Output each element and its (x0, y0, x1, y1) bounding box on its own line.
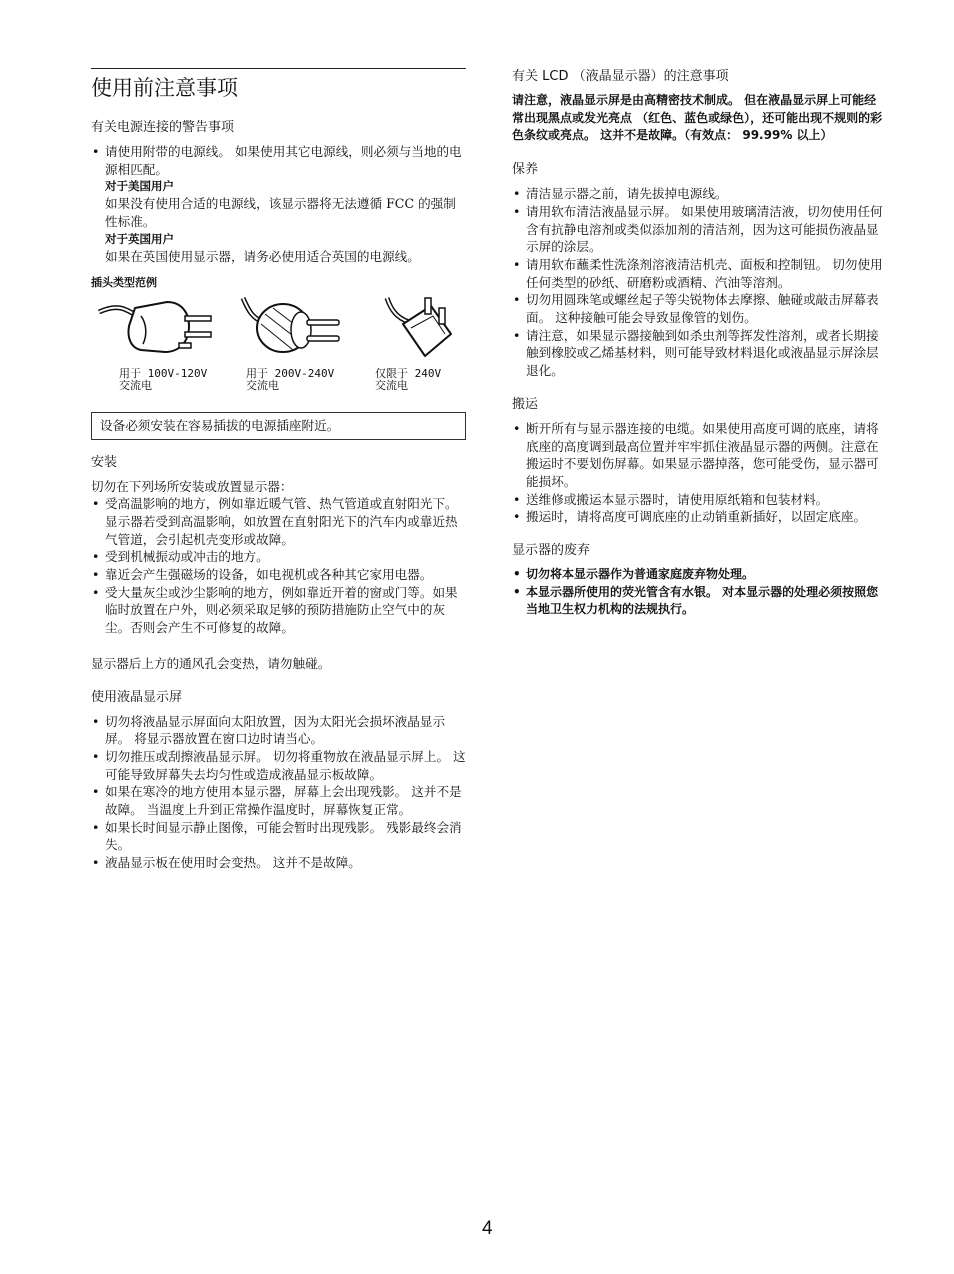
us-user-label: 对于美国用户 (105, 179, 174, 194)
outlet-note-box: 设备必须安装在容易插拔的电源插座附近。 (91, 412, 466, 440)
power-warning-list (91, 143, 466, 178)
page-number: 4 (482, 1218, 493, 1239)
list-item: • 请用软布清洁液晶显示屏。 如果使用玻璃清洁液，切勿使用任何含有抗静电溶剂或类似添加剂的清洁剂，因为这可能损伤液晶显示屏的涂层。 (512, 203, 888, 256)
maintenance-list (512, 185, 888, 380)
list-item: • 请注意，如果显示器接触到如杀虫剂等挥发性溶剂，或者长期接触到橡胶或乙烯基材料，则可能导致材料退化或液晶显示屏涂层退化。 (512, 327, 888, 380)
list-item: • 受到机械振动或冲击的地方。 (91, 548, 466, 566)
list-item: • 受高温影响的地方，例如靠近暖气管、热气管道或直射阳光下。 显示器若受到高温影响，如放置在直射阳光下的汽车内或靠近热气管道，会引起机壳变形或故障。 (91, 495, 466, 548)
plug-examples-label: 插头类型范例 (91, 275, 157, 289)
us-plug-icon (97, 294, 217, 364)
us-user-text: 如果没有使用合适的电源线，该显示器将无法遵循 FCC 的强制性标准。 (105, 196, 456, 230)
list-item: • 切勿推压或刮擦液晶显示屏。 切勿将重物放在液晶显示屏上。 这可能导致屏幕失去均匀性或造成液晶显示板故障。 (91, 748, 466, 783)
uk-user-text: 如果在英国使用显示器，请务必使用适合英国的电源线。 (105, 248, 420, 264)
page-title: 使用前注意事项 (91, 76, 238, 100)
list-item: • 本显示器所使用的荧光管含有水银。 对本显示器的处理必须按照您当地卫生权力机构的法规执行。 (512, 584, 888, 619)
plug-caption: 仅限于 240V 交流电 (375, 366, 442, 393)
maintenance-heading: 保养 (512, 162, 539, 178)
disposal-heading: 显示器的废弃 (512, 543, 591, 559)
uk-user-label: 对于英国用户 (105, 231, 174, 246)
left-column (91, 68, 466, 872)
transport-list (512, 420, 888, 526)
title-rule (91, 68, 466, 69)
plug-caption: 用于 200V-240V 交流电 (246, 366, 335, 393)
list-item: • 切勿将本显示器作为普通家庭废弃物处理。 (512, 566, 888, 584)
installation-heading: 安装 (91, 454, 118, 470)
list-item: • 请用软布蘸柔性洗涤剂溶液清洁机壳、面板和控制钮。 切勿使用任何类型的砂纸、研磨粉或酒精、汽油等溶剂。 (512, 256, 888, 291)
lcd-note-heading: 有关 LCD （液晶显示器）的注意事项 (512, 69, 729, 84)
list-item: • 请使用附带的电源线。 如果使用其它电源线，则必须与当地的电源相匹配。 (91, 143, 466, 178)
list-item: • 搬运时，请将高度可调底座的止动销重新插好，以固定底座。 (512, 508, 888, 526)
list-item: • 液晶显示板在使用时会变热。 这并不是故障。 (91, 854, 466, 872)
lcd-use-list (91, 713, 466, 872)
list-item: • 如果长时间显示静止图像，可能会暂时出现残影。 残影最终会消失。 (91, 819, 466, 854)
plug-examples-figure (91, 294, 466, 393)
list-item: • 送维修或搬运本显示器时，请使用原纸箱和包装材料。 (512, 491, 888, 509)
disposal-block (512, 566, 888, 619)
power-warning-heading: 有关电源连接的警告事项 (91, 120, 235, 135)
lcd-note-text: 请注意，液晶显示屏是由高精密技术制成。 但在液晶显示屏上可能经常出现黑点或发光亮点 （红色、蓝色或绿色），还可能出现不规则的彩色条纹或亮点。 这并不是故障。（有效点： 99.99% 以上） (512, 93, 883, 143)
list-item: • 切勿将液晶显示屏面向太阳放置，因为太阳光会损坏液晶显示屏。 将显示器放置在窗口边时请当心。 (91, 713, 466, 748)
lcd-use-heading: 使用液晶显示屏 (91, 689, 183, 705)
list-item: • 断开所有与显示器连接的电缆。如果使用高度可调的底座，请将底座的高度调到最高位置并牢牢抓住液晶显示器的两侧。注意在搬运时不要划伤屏幕。如果显示器掉落，您可能受伤，显示器可能损坏。 (512, 420, 888, 491)
list-item: • 受大量灰尘或沙尘影响的地方，例如靠近开着的窗或门等。如果临时放置在户外，则必须采取足够的预防措施防止空气中的灰尘。否则会产生不可修复的故障。 (91, 584, 466, 637)
list-item: • 清洁显示器之前，请先拔掉电源线。 (512, 185, 888, 203)
transport-heading: 搬运 (512, 396, 539, 412)
list-item: • 靠近会产生强磁场的设备，如电视机或各种其它家用电器。 (91, 566, 466, 584)
uk-plug-icon (381, 294, 463, 364)
plug-caption: 用于 100V-120V 交流电 (119, 366, 208, 393)
vent-note: 显示器后上方的通风孔会变热，请勿触碰。 (91, 655, 331, 671)
us-user-block (91, 178, 466, 265)
installation-list (91, 495, 466, 637)
right-column (512, 68, 888, 619)
lcd-note-block (512, 92, 888, 145)
installation-intro: 切勿在下列场所安装或放置显示器： (91, 478, 293, 494)
disposal-list (512, 566, 888, 619)
list-item: • 切勿用圆珠笔或螺丝起子等尖锐物体去摩擦、触碰或敲击屏幕表面。 这种接触可能会导致显像管的划伤。 (512, 291, 888, 326)
list-item: • 如果在寒冷的地方使用本显示器，屏幕上会出现残影。 这并不是故障。 当温度上升到正常操作温度时，屏幕恢复正常。 (91, 783, 466, 818)
eu-plug-icon (235, 294, 347, 364)
